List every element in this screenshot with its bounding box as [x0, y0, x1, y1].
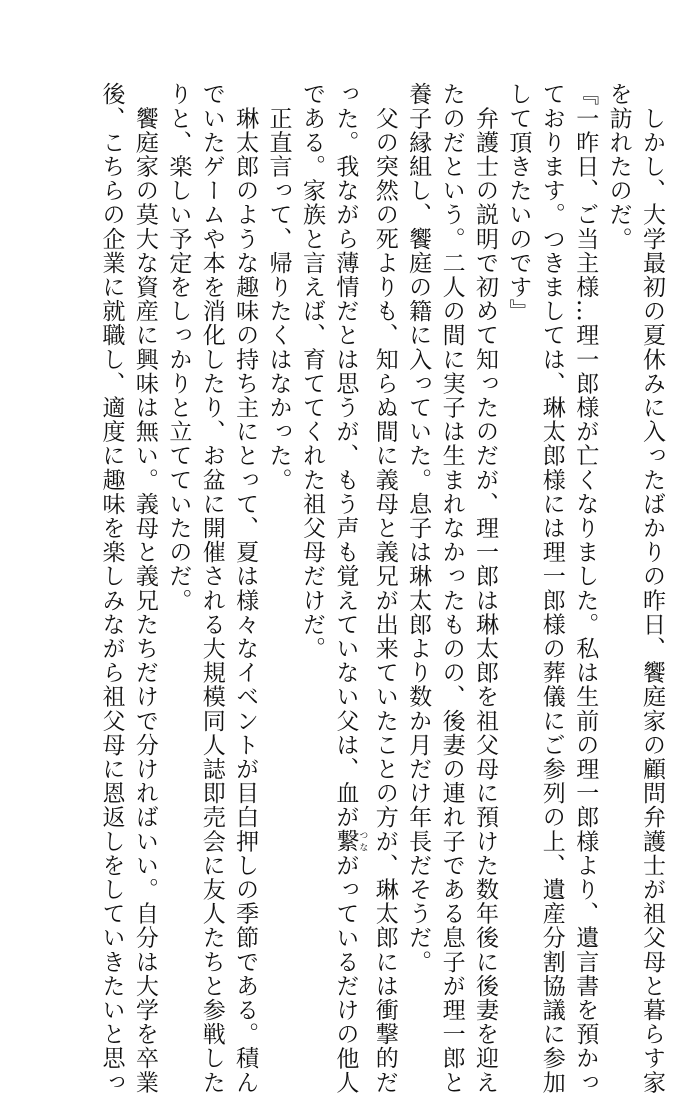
ruby-reading: つな — [357, 829, 368, 854]
text-line: 饗庭家の莫大な資産に興味は無い。義母と義兄たちだけで分ければいい。自分は大学を卒業 — [131, 82, 158, 1094]
text-line: である。家族と言えば、育ててくれた祖父母だけだ。 — [298, 82, 325, 661]
text-line: でいたゲームや本を消化したり、お盆に開催される大規模同人誌即売会に友人たちと参戦した — [198, 82, 225, 1094]
text-line: を訪れたのだ。 — [605, 82, 632, 251]
text-line: ております。つきましては、琳太郎様には理一郎様の葬儀にご参列の上、遺産分割協議に参加 — [538, 82, 565, 1094]
text-line — [328, 82, 368, 1094]
text-line: 正直言って、帰りたくはなかった。 — [265, 82, 292, 492]
text-line: 養子縁組し、饗庭の籍に入っていた。息子は琳太郎より数か月だけ年長だそうだ。 — [405, 82, 432, 974]
text-line: して頂きたいのです』 — [505, 82, 532, 323]
text-line: 父の突然の死よりも、知らぬ間に義母と義兄が出来ていたことの方が、琳太郎には衝撃的だ — [371, 82, 398, 1094]
ruby-base-text: 繋 — [332, 829, 359, 854]
vertical-text-body — [94, 82, 668, 1094]
text-line: 後、こちらの企業に就職し、適度に趣味を楽しみながら祖父母に恩返しをしていきたいと思っ — [98, 82, 125, 1094]
text-line: しかし、大学最初の夏休みに入ったばかりの昨日、饗庭家の顧問弁護士が祖父母と暮らす家 — [639, 82, 665, 1094]
text-line: りと、楽しい予定をしっかりと立てていたのだ。 — [165, 82, 192, 613]
text-line: 弁護士の説明で初めて知ったのだが、理一郎は琳太郎を祖父母に預けた数年後に後妻を迎え — [471, 82, 498, 1094]
ruby-annotation — [332, 829, 368, 854]
text-line: たのだという。二人の間に実子は生まれなかったものの、後妻の連れ子である息子が理一郎と — [438, 82, 465, 1094]
text-segment: った。我ながら薄情だとは思うが、もう声も覚えていない父は、血が — [332, 82, 359, 830]
text-line: 『一昨日、ご当主様…理一郎様が亡くなりました。私は生前の理一郎様より、遺言書を預かっ — [572, 82, 599, 1094]
text-line: 琳太郎のような趣味の持ち主にとって、夏は様々なイベントが目白押しの季節である。積ん — [232, 82, 259, 1094]
text-segment: がっているだけの他人 — [332, 853, 359, 1094]
